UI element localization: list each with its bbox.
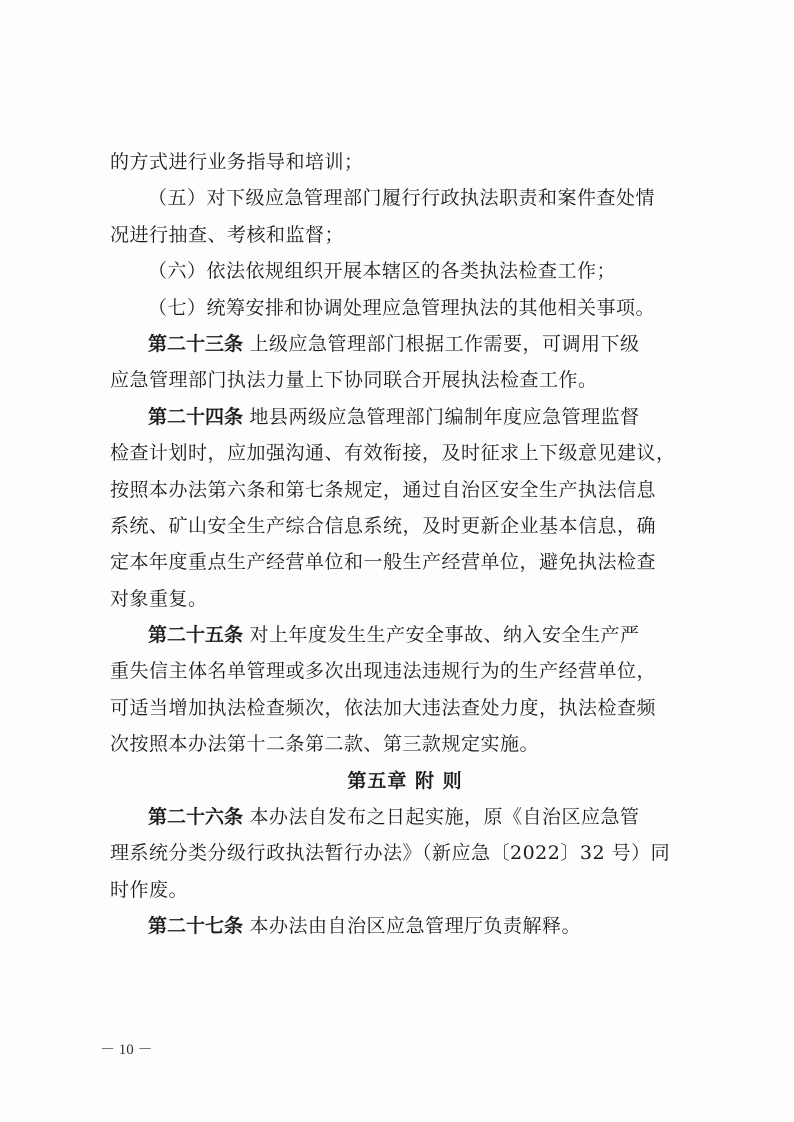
paragraph-line: 系统、矿山安全生产综合信息系统，及时更新企业基本信息，确 xyxy=(110,514,657,537)
paragraph-line: 应急管理部门执法力量上下协同联合开展执法检查工作。 xyxy=(110,369,598,392)
article-label: 第二十六条 xyxy=(148,806,244,829)
paragraph-line: 时作废。 xyxy=(110,878,189,901)
article-25-line xyxy=(110,617,700,653)
paragraph-line: 的方式进行业务指导和培训； xyxy=(110,151,364,173)
article-label: 第二十三条 xyxy=(148,332,244,355)
paragraph-line: 次按照本办法第十二条第二款、第三款规定实施。 xyxy=(110,733,540,756)
page-number: － 10 － xyxy=(100,1042,153,1058)
article-27-line xyxy=(110,908,700,944)
article-text: 本办法由自治区应急管理厅负责解释。 xyxy=(243,915,582,938)
paragraph-line: 况进行抽查、考核和监督； xyxy=(110,223,345,246)
article-label: 第二十七条 xyxy=(148,915,244,938)
paragraph-line: （七）统筹安排和协调处理应急管理执法的其他相关事项。 xyxy=(148,296,656,319)
paragraph-line: 理系统分类分级行政执法暂行办法》（新应急〔2022〕32 号）同 xyxy=(110,842,671,865)
article-label: 第二十五条 xyxy=(148,624,244,647)
paragraph-line: 对象重复。 xyxy=(110,587,208,610)
body-text xyxy=(110,144,700,945)
article-text: 地县两级应急管理部门编制年度应急管理监督 xyxy=(243,405,640,428)
paragraph-line: （六）依法依规组织开展本辖区的各类执法检查工作； xyxy=(148,260,617,283)
article-23-line xyxy=(110,326,700,362)
chapter-heading: 第五章 附 则 xyxy=(347,769,463,792)
paragraph-line: 重失信主体名单管理或多次出现违法违规行为的生产经营单位， xyxy=(110,660,657,683)
article-26-line xyxy=(110,799,700,835)
paragraph-line: （五）对下级应急管理部门履行行政执法职责和案件查处情 xyxy=(148,187,656,210)
article-text: 对上年度发生生产安全事故、纳入安全生产严 xyxy=(243,624,640,647)
paragraph-line: 按照本办法第六条和第七条规定，通过自治区安全生产执法信息 xyxy=(110,478,657,501)
paragraph-line: 检查计划时，应加强沟通、有效衔接，及时征求上下级意见建议， xyxy=(110,442,676,465)
paragraph-line: 定本年度重点生产经营单位和一般生产经营单位，避免执法检查 xyxy=(110,551,657,574)
article-label: 第二十四条 xyxy=(148,405,244,428)
article-text: 上级应急管理部门根据工作需要，可调用下级 xyxy=(243,332,640,355)
article-text: 本办法自发布之日起实施，原《自治区应急管 xyxy=(243,806,640,829)
paragraph-line: 可适当增加执法检查频次，依法加大违法查处力度，执法检查频 xyxy=(110,696,657,719)
article-24-line xyxy=(110,399,700,435)
